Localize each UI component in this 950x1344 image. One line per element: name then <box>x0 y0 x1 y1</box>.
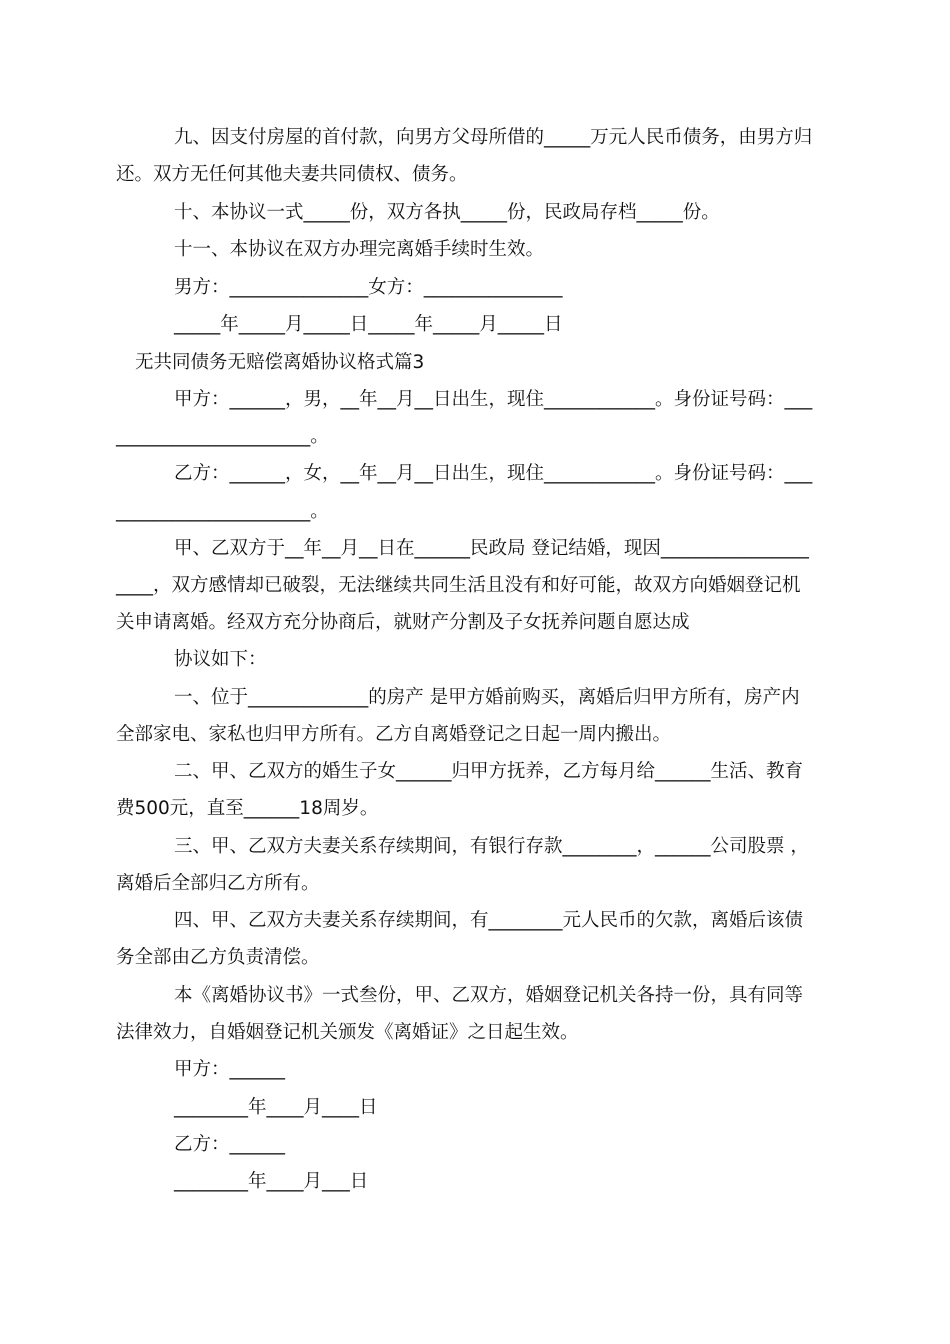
clause-4-line-2: 务全部由乙方负责清偿。 <box>116 947 320 968</box>
party-b-date: ________年____月___日 <box>174 1171 369 1192</box>
party-b-signature: 乙方：______ <box>174 1134 286 1155</box>
clause-1-line-1: 一、位于_____________的房产 是甲方婚前购买，离婚后归甲方所有，房产内 <box>174 687 800 708</box>
party-b-line-1: 乙方：______，女，__年__月__日出生，现住____________。身份证号码：___ <box>174 463 813 484</box>
party-a-line-2: _____________________。 <box>116 426 329 447</box>
agreement-intro: 协议如下： <box>174 649 267 670</box>
clause-9-line-1: 九、因支付房屋的首付款，向男方父母所借的_____万元人民币债务，由男方归 <box>174 127 813 148</box>
clause-3-line-2: 离婚后全部归乙方所有。 <box>116 873 320 894</box>
clause-9-line-2: 还。双方无任何其他夫妻共同债权、债务。 <box>116 164 468 185</box>
clause-11: 十一、本协议在双方办理完离婚手续时生效。 <box>174 239 545 260</box>
closing-line-2: 法律效力，自婚姻登记机关颁发《离婚证》之日起生效。 <box>116 1022 579 1043</box>
clause-4-line-1: 四、甲、乙双方夫妻关系存续期间，有________元人民币的欠款，离婚后该债 <box>174 910 804 931</box>
section-title: 无共同债务无赔偿离婚协议格式篇3 <box>135 352 425 373</box>
party-a-signature: 甲方：______ <box>174 1059 286 1080</box>
signature-line: 男方：_______________女方：_______________ <box>174 277 563 298</box>
clause-2-line-1: 二、甲、乙双方的婚生子女______归甲方抚养，乙方每月给______生活、教育 <box>174 761 804 782</box>
party-a-date: ________年____月____日 <box>174 1097 378 1118</box>
marriage-line-2: ____，双方感情却已破裂，无法继续共同生活且没有和好可能，故双方向婚姻登记机 <box>116 575 801 596</box>
clause-1-line-2: 全部家电、家私也归甲方所有。乙方自离婚登记之日起一周内搬出。 <box>116 724 672 745</box>
marriage-line-3: 关申请离婚。经双方充分协商后，就财产分割及子女抚养问题自愿达成 <box>116 612 690 633</box>
party-a-line-1: 甲方：______，男，__年__月__日出生，现住____________。身份证号码：___ <box>174 389 813 410</box>
clause-10: 十、本协议一式_____份，双方各执_____份，民政局存档_____份。 <box>174 202 720 223</box>
marriage-line-1: 甲、乙双方于__年__月__日在______民政局 登记结婚，现因________________ <box>174 538 809 559</box>
party-b-line-2: _____________________。 <box>116 501 329 522</box>
date-line: _____年_____月_____日_____年_____月_____日 <box>174 314 563 335</box>
clause-2-line-2: 费500元，直至______18周岁。 <box>116 798 379 819</box>
clause-3-line-1: 三、甲、乙双方夫妻关系存续期间，有银行存款________，______公司股票 ， <box>174 836 809 857</box>
closing-line-1: 本《离婚协议书》一式叁份，甲、乙双方，婚姻登记机关各持一份，具有同等 <box>174 985 804 1006</box>
